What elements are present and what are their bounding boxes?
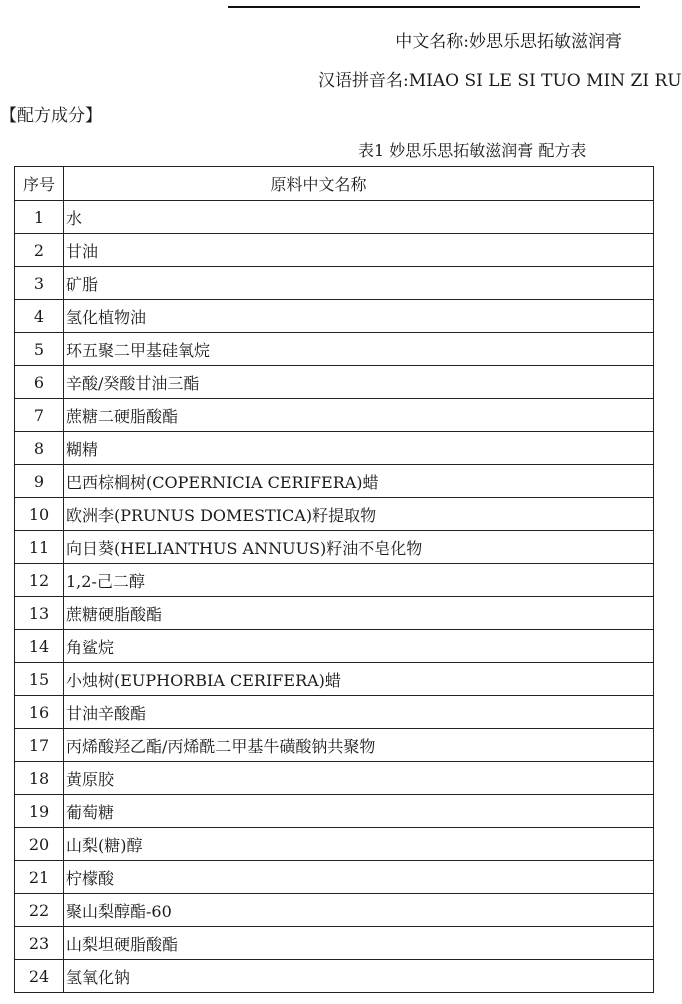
ingredient-name-cell: 黄原胶 <box>64 762 654 795</box>
row-number-cell: 21 <box>15 861 64 894</box>
ingredient-name-cell: 蔗糖二硬脂酸酯 <box>64 399 654 432</box>
table-body <box>15 201 654 993</box>
chinese-name-line: 中文名称:妙思乐思拓敏滋润膏 <box>395 32 622 52</box>
row-number-cell: 10 <box>15 498 64 531</box>
table-row <box>15 333 654 366</box>
table-row <box>15 696 654 729</box>
ingredient-name-cell: 辛酸/癸酸甘油三酯 <box>64 366 654 399</box>
formula-table <box>14 166 654 993</box>
table-row <box>15 894 654 927</box>
ingredient-name-cell: 葡萄糖 <box>64 795 654 828</box>
table-row <box>15 729 654 762</box>
table-row <box>15 300 654 333</box>
ingredient-name-cell: 角鲨烷 <box>64 630 654 663</box>
ingredient-name-cell: 巴西棕榈树(COPERNICIA CERIFERA)蜡 <box>64 465 654 498</box>
row-number-cell: 15 <box>15 663 64 696</box>
row-number-cell: 12 <box>15 564 64 597</box>
row-number-cell: 8 <box>15 432 64 465</box>
row-number-cell: 24 <box>15 960 64 993</box>
row-number-cell: 3 <box>15 267 64 300</box>
top-rule <box>228 6 640 8</box>
table-row <box>15 531 654 564</box>
table-row <box>15 267 654 300</box>
col-name-header: 原料中文名称 <box>64 167 654 201</box>
row-number-cell: 2 <box>15 234 64 267</box>
table-row <box>15 201 654 234</box>
table-row <box>15 234 654 267</box>
table-row <box>15 927 654 960</box>
row-number-cell: 17 <box>15 729 64 762</box>
row-number-cell: 18 <box>15 762 64 795</box>
row-number-cell: 5 <box>15 333 64 366</box>
row-number-cell: 11 <box>15 531 64 564</box>
row-number-cell: 1 <box>15 201 64 234</box>
table-row <box>15 498 654 531</box>
col-no-header: 序号 <box>15 167 64 201</box>
row-number-cell: 20 <box>15 828 64 861</box>
row-number-cell: 16 <box>15 696 64 729</box>
row-number-cell: 23 <box>15 927 64 960</box>
ingredient-name-cell: 氢化植物油 <box>64 300 654 333</box>
ingredient-name-cell: 蔗糖硬脂酸酯 <box>64 597 654 630</box>
ingredient-name-cell: 柠檬酸 <box>64 861 654 894</box>
table-header-row <box>15 167 654 201</box>
table-row <box>15 465 654 498</box>
table-row <box>15 399 654 432</box>
ingredient-name-cell: 向日葵(HELIANTHUS ANNUUS)籽油不皂化物 <box>64 531 654 564</box>
table-caption: 表1 妙思乐思拓敏滋润膏 配方表 <box>358 141 587 160</box>
section-heading: 【配方成分】 <box>0 106 102 126</box>
ingredient-name-cell: 欧洲李(PRUNUS DOMESTICA)籽提取物 <box>64 498 654 531</box>
table-row <box>15 597 654 630</box>
ingredient-name-cell: 甘油 <box>64 234 654 267</box>
row-number-cell: 9 <box>15 465 64 498</box>
row-number-cell: 22 <box>15 894 64 927</box>
ingredient-name-cell: 山梨坦硬脂酸酯 <box>64 927 654 960</box>
table-row <box>15 795 654 828</box>
ingredient-name-cell: 矿脂 <box>64 267 654 300</box>
ingredient-name-cell: 甘油辛酸酯 <box>64 696 654 729</box>
row-number-cell: 14 <box>15 630 64 663</box>
table-row <box>15 960 654 993</box>
pinyin-name-line: 汉语拼音名:MIAO SI LE SI TUO MIN ZI RU <box>318 71 682 91</box>
ingredient-name-cell: 氢氧化钠 <box>64 960 654 993</box>
table-row <box>15 828 654 861</box>
ingredient-name-cell: 水 <box>64 201 654 234</box>
table-row <box>15 762 654 795</box>
row-number-cell: 7 <box>15 399 64 432</box>
ingredient-name-cell: 丙烯酸羟乙酯/丙烯酰二甲基牛磺酸钠共聚物 <box>64 729 654 762</box>
ingredient-name-cell: 小烛树(EUPHORBIA CERIFERA)蜡 <box>64 663 654 696</box>
row-number-cell: 19 <box>15 795 64 828</box>
table-row <box>15 432 654 465</box>
row-number-cell: 6 <box>15 366 64 399</box>
ingredient-name-cell: 山梨(糖)醇 <box>64 828 654 861</box>
ingredient-name-cell: 聚山梨醇酯-60 <box>64 894 654 927</box>
table-row <box>15 663 654 696</box>
row-number-cell: 13 <box>15 597 64 630</box>
ingredient-name-cell: 糊精 <box>64 432 654 465</box>
ingredient-name-cell: 1,2-己二醇 <box>64 564 654 597</box>
row-number-cell: 4 <box>15 300 64 333</box>
table-row <box>15 366 654 399</box>
table-row <box>15 861 654 894</box>
table-row <box>15 630 654 663</box>
table-row <box>15 564 654 597</box>
ingredient-name-cell: 环五聚二甲基硅氧烷 <box>64 333 654 366</box>
